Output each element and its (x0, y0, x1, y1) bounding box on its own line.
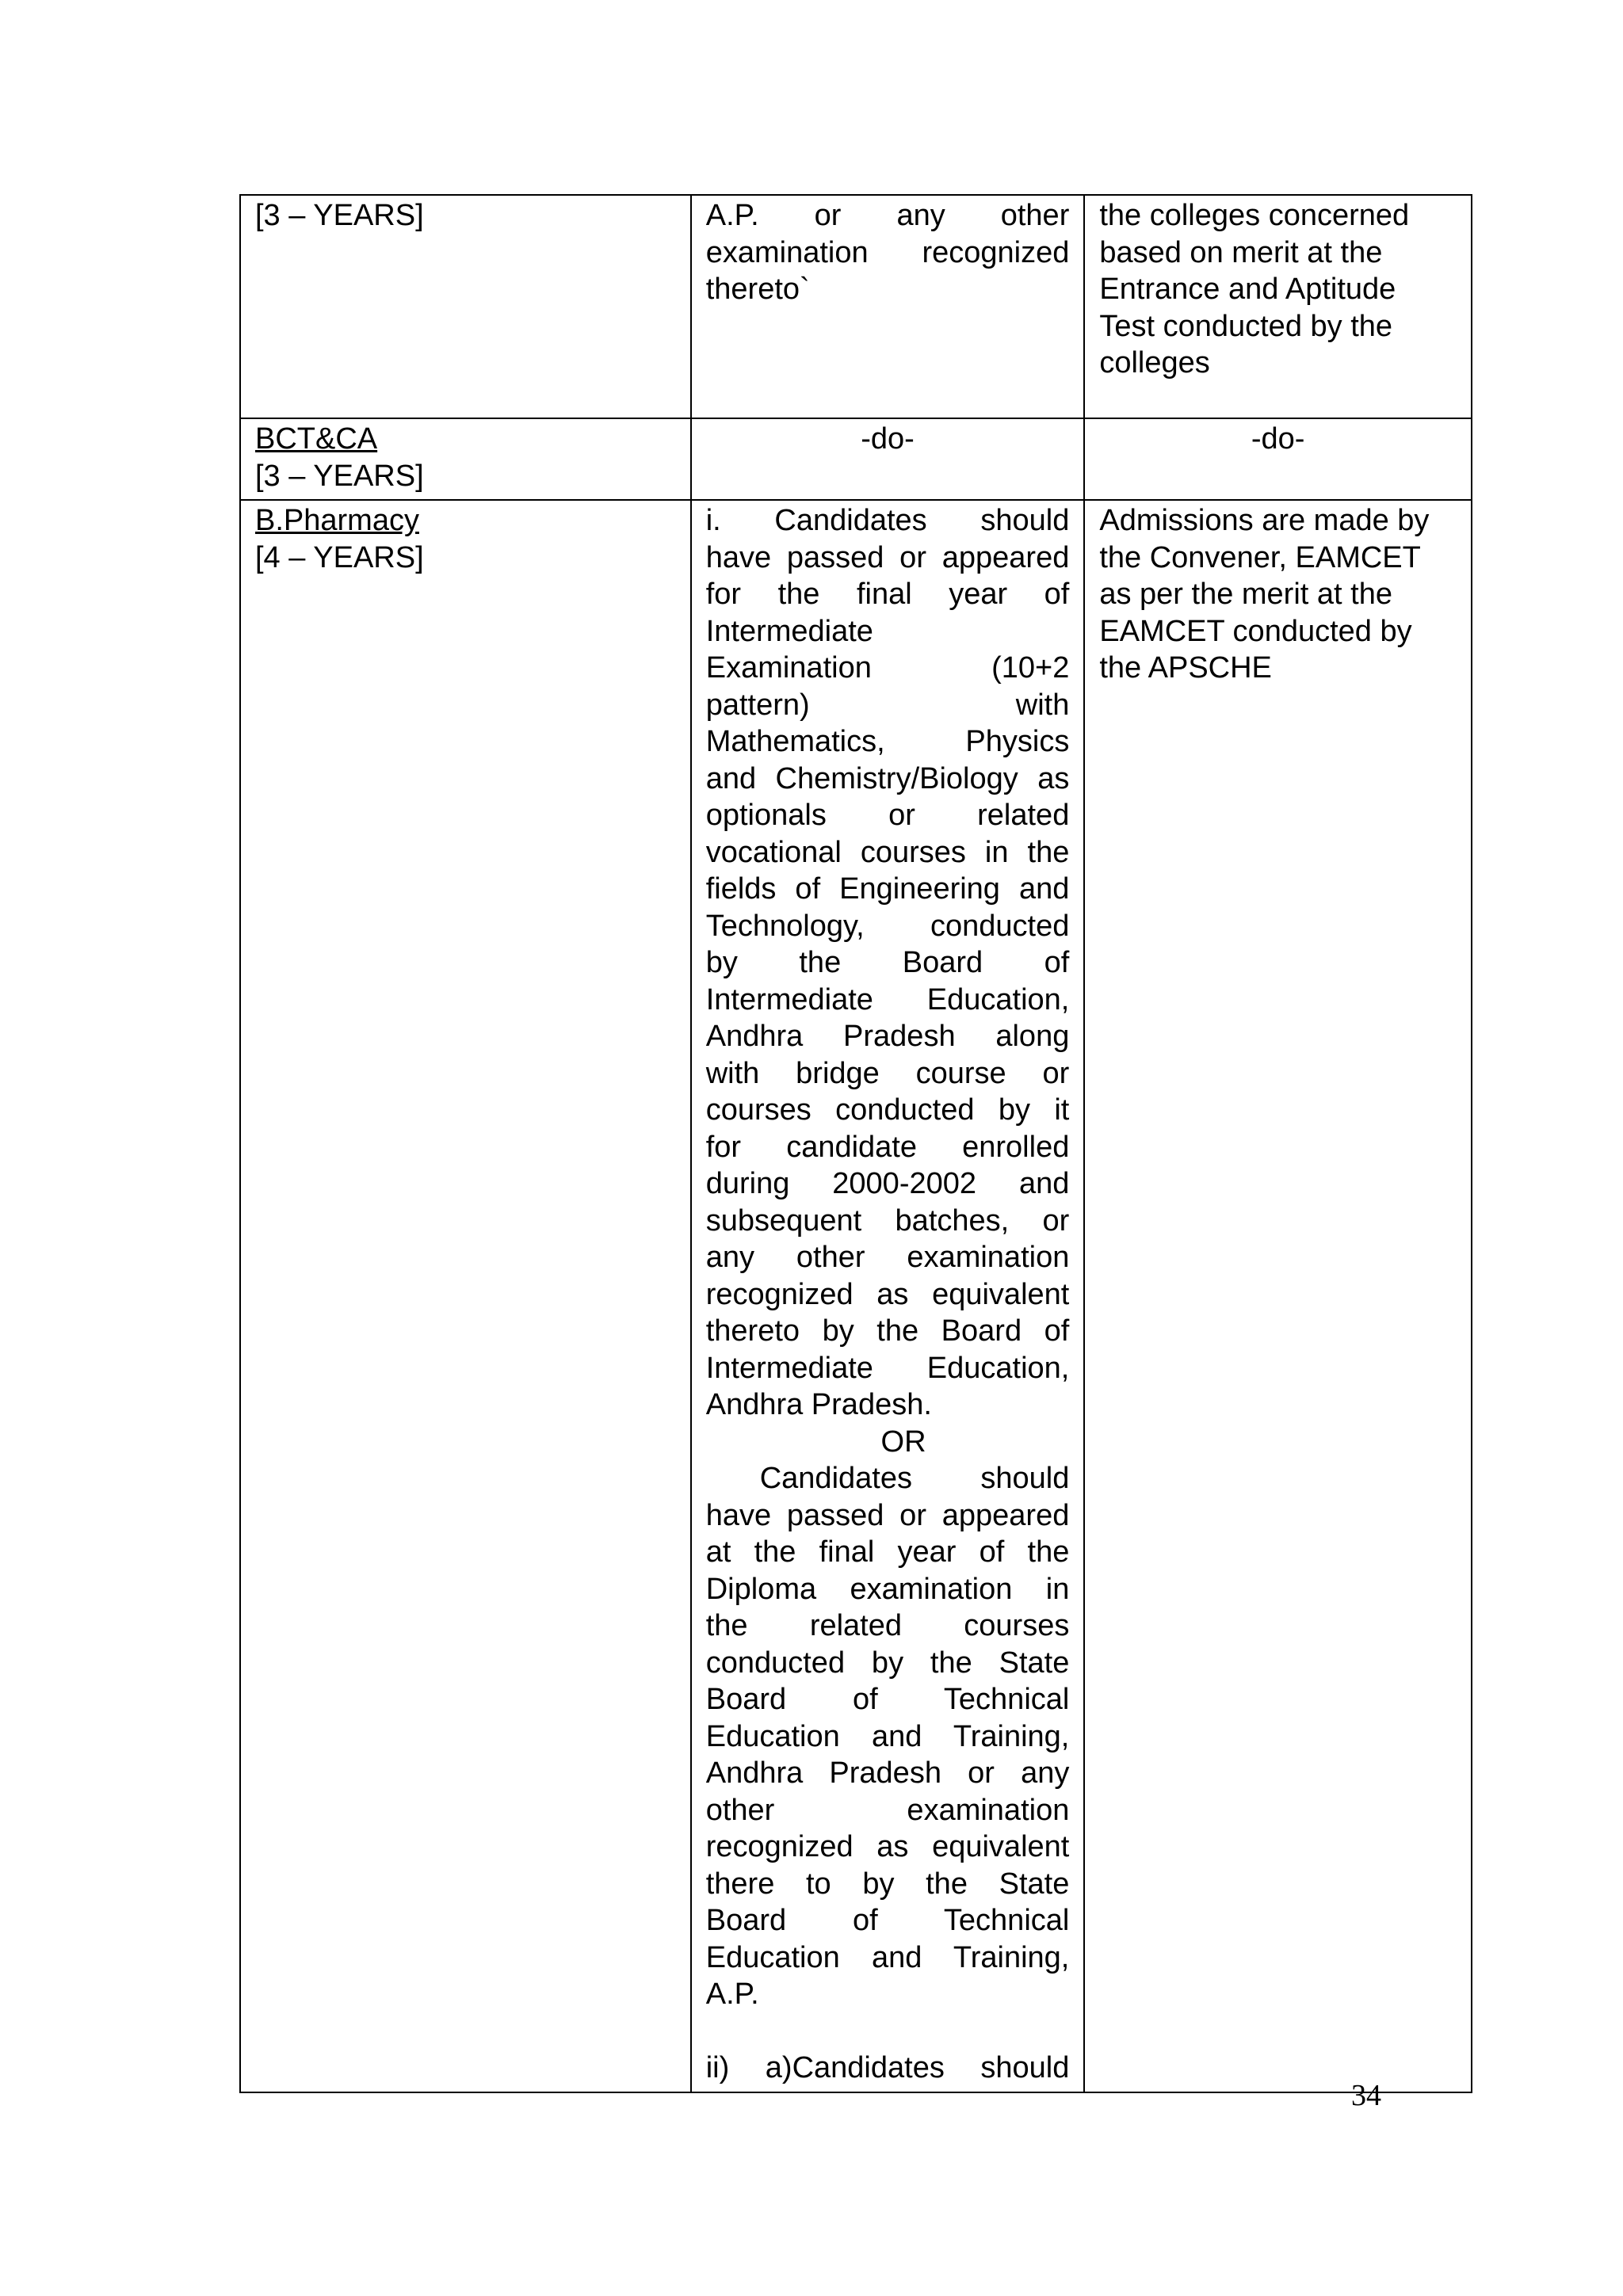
or-separator: OR (880, 1425, 926, 1459)
eligibility-line: fields of Engineering and (705, 872, 1070, 906)
admission-cell (1084, 500, 1472, 2092)
course-name: B.Pharmacy (255, 504, 419, 537)
eligibility-line: for candidate enrolled (705, 1130, 1070, 1164)
eligibility-cell (691, 418, 1085, 500)
eligibility-line: Board of Technical (705, 1683, 1070, 1716)
admission-line: EAMCET conducted by (1099, 614, 1412, 648)
course-cell (240, 418, 691, 500)
courses-table (239, 194, 1472, 2093)
eligibility-line: the related courses (705, 1609, 1070, 1642)
eligibility-line: thereto by the Board of (705, 1314, 1070, 1348)
spacer (706, 2013, 1070, 2050)
eligibility-line: Education and Training, (705, 1940, 1070, 1974)
eligibility-line: Candidates should (759, 1462, 1070, 1495)
eligibility-line: optionals or related (705, 799, 1070, 832)
eligibility-line: have passed or appeared (705, 540, 1070, 574)
eligibility-line: for the final year of (705, 578, 1070, 611)
eligibility-line: Intermediate Education, (705, 1351, 1070, 1385)
eligibility-line: Technology, conducted (705, 909, 1070, 943)
admission-line: colleges (1099, 346, 1210, 379)
eligibility-line: with bridge course or (705, 1056, 1070, 1090)
admission-cell (1084, 195, 1472, 418)
eligibility-line: Andhra Pradesh or any (705, 1756, 1070, 1790)
course-duration: [3 – YEARS] (255, 459, 424, 493)
eligibility-line: subsequent batches, or (705, 1203, 1070, 1238)
course-cell (240, 500, 691, 2092)
eligibility-line: thereto` (705, 273, 810, 306)
eligibility-line: i. Candidates should (705, 504, 1070, 537)
eligibility-line: Examination (10+2 (705, 651, 1070, 685)
eligibility-line: conducted by the State (705, 1646, 1070, 1680)
eligibility-line: Intermediate Education, (705, 982, 1070, 1016)
eligibility-line: Mathematics, Physics (705, 725, 1070, 758)
admission-line: as per the merit at the (1099, 578, 1392, 611)
eligibility-line: A.P. or any other (705, 199, 1070, 232)
eligibility-line: any other examination (705, 1241, 1070, 1274)
eligibility-line: Intermediate (705, 614, 873, 648)
table-row (240, 418, 1472, 500)
eligibility-line: have passed or appeared (705, 1498, 1070, 1532)
eligibility-line: pattern) with (705, 688, 1070, 722)
eligibility-line: Board of Technical (705, 1904, 1070, 1937)
eligibility-line: Education and Training, (705, 1719, 1070, 1753)
eligibility-line: Andhra Pradesh. (705, 1388, 932, 1421)
admission-line: based on merit at the (1099, 235, 1383, 269)
course-duration: [4 – YEARS] (255, 540, 424, 574)
eligibility-line: examination recognized (705, 235, 1070, 269)
course-cell (240, 195, 691, 418)
eligibility-line: recognized as equivalent (705, 1830, 1070, 1863)
eligibility-line: recognized as equivalent (705, 1277, 1070, 1311)
course-name: BCT&CA (255, 422, 378, 456)
eligibility-line: A.P. (705, 1978, 759, 2011)
eligibility-line: vocational courses in the (705, 835, 1070, 869)
eligibility-line: courses conducted by it (705, 1093, 1070, 1127)
admission-line: the APSCHE (1099, 651, 1272, 685)
eligibility-line: at the final year of the (705, 1535, 1070, 1569)
eligibility-line: there to by the State (705, 1867, 1070, 1901)
eligibility-line: by the Board of (705, 946, 1070, 979)
eligibility-text: -do- (861, 422, 915, 456)
admission-line: the Convener, EAMCET (1099, 540, 1421, 574)
eligibility-line: Diploma examination in (705, 1572, 1070, 1606)
eligibility-line: ii) a)Candidates should (705, 2051, 1070, 2084)
eligibility-cell (691, 195, 1085, 418)
admission-line: Test conducted by the (1099, 309, 1393, 343)
admission-line: the colleges concerned (1099, 199, 1410, 232)
eligibility-cell (691, 500, 1085, 2092)
page-number: 34 (1351, 2079, 1381, 2112)
eligibility-line: other examination (705, 1793, 1070, 1827)
eligibility-line: during 2000-2002 and (705, 1167, 1070, 1200)
course-duration: [3 – YEARS] (255, 199, 424, 232)
eligibility-line: Andhra Pradesh along (705, 1020, 1070, 1053)
eligibility-line: and Chemistry/Biology as (705, 761, 1070, 795)
table-row (240, 195, 1472, 418)
admission-line: Entrance and Aptitude (1099, 273, 1396, 306)
table-row (240, 500, 1472, 2092)
admission-text: -do- (1251, 422, 1305, 456)
admission-line: Admissions are made by (1099, 504, 1430, 537)
admission-cell (1084, 418, 1472, 500)
